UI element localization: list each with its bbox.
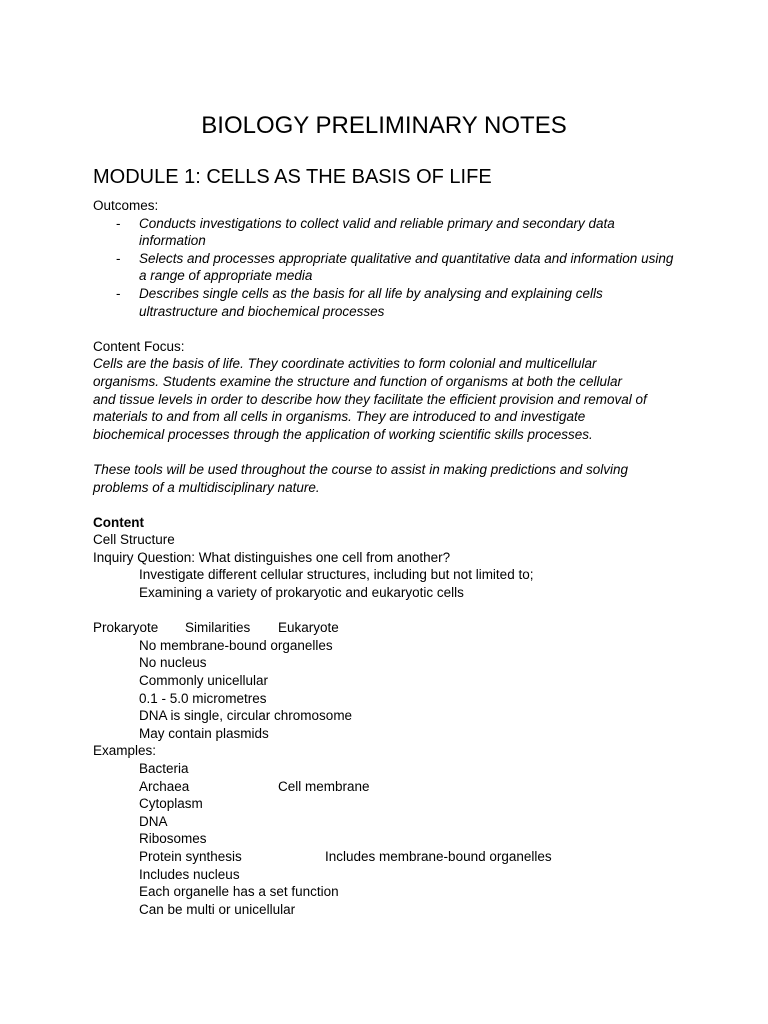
outcome-item (93, 215, 693, 250)
similarity-ribosomes: Ribosomes (139, 831, 207, 847)
outcomes-label: Outcomes: (93, 198, 159, 213)
eukaryote-item: Each organelle has a set function (139, 884, 339, 900)
outcome-text: Conducts investigations to collect valid and reliable primary and secondary data information (139, 215, 615, 249)
outcome-text: Describes single cells as the basis for all life by analysing and explaining cells ultrastructure and biochemical processes (139, 285, 603, 319)
similarity-dna: DNA (139, 813, 168, 829)
bullet-dash: - (116, 215, 121, 231)
comparison-header-row (93, 619, 693, 637)
similarity-protein-synthesis: Protein synthesis (139, 848, 242, 864)
tools-line: These tools will be used throughout the course to assist in making predictions and solving (93, 461, 629, 477)
investigate-line: Investigate different cellular structures, including but not limited to; (139, 567, 534, 583)
similarity-cytoplasm: Cytoplasm (139, 796, 203, 812)
page-title: BIOLOGY PRELIMINARY NOTES (201, 112, 567, 139)
spacer (93, 496, 693, 514)
inquiry-question: Inquiry Question: What distinguishes one cell from another? (93, 549, 451, 565)
prokaryote-item: DNA is single, circular chromosome (139, 708, 353, 724)
spacer (93, 602, 693, 620)
content-focus-line: materials to and from all cells in organisms. They are introduced to and investigate (93, 409, 586, 425)
col-eukaryote: Eukaryote (278, 620, 339, 636)
content-heading: Content (93, 514, 144, 530)
outcome-text: Selects and processes appropriate qualitative and quantitative data and information using a range of appropriate media (139, 250, 674, 284)
eukaryote-item: Includes nucleus (139, 866, 240, 882)
examples-label: Examples: (93, 743, 157, 759)
col-similarities: Similarities (185, 620, 251, 636)
prokaryote-item: No nucleus (139, 655, 207, 671)
prokaryote-item: Commonly unicellular (139, 673, 269, 689)
outcome-item (93, 250, 693, 285)
spacer (93, 443, 693, 461)
example-bacteria: Bacteria (139, 761, 189, 776)
prokaryote-item: May contain plasmids (139, 725, 269, 741)
col-prokaryote: Prokaryote (93, 620, 159, 636)
content-focus-line: organisms. Students examine the structure and function of organisms at both the cellular (93, 373, 623, 389)
bullet-dash: - (116, 285, 121, 301)
example-archaea: Archaea (139, 778, 190, 794)
bullet-dash: - (116, 250, 121, 266)
similarity-cell-membrane: Cell membrane (278, 778, 370, 794)
outcome-item (93, 285, 693, 320)
cell-structure-heading: Cell Structure (93, 532, 175, 548)
prokaryote-item: No membrane-bound organelles (139, 637, 333, 653)
protein-synthesis-row (93, 848, 693, 866)
tools-line: problems of a multidisciplinary nature. (93, 479, 320, 495)
content-focus-line: biochemical processes through the application of working scientific skills processes. (93, 426, 593, 442)
content-focus-label: Content Focus: (93, 338, 185, 354)
archaea-row (93, 778, 693, 796)
eukaryote-membrane-organelles: Includes membrane-bound organelles (325, 848, 552, 864)
document-body (93, 197, 693, 918)
examining-line: Examining a variety of prokaryotic and eukaryotic cells (139, 585, 464, 601)
eukaryote-item: Can be multi or unicellular (139, 901, 296, 917)
spacer (93, 320, 693, 338)
content-focus-line: and tissue levels in order to describe how they facilitate the efficient provision and removal of (93, 391, 647, 407)
content-focus-line: Cells are the basis of life. They coordinate activities to form colonial and multicellular (93, 356, 597, 372)
module-heading: MODULE 1: CELLS AS THE BASIS OF LIFE (93, 166, 492, 188)
prokaryote-item: 0.1 - 5.0 micrometres (139, 690, 267, 706)
